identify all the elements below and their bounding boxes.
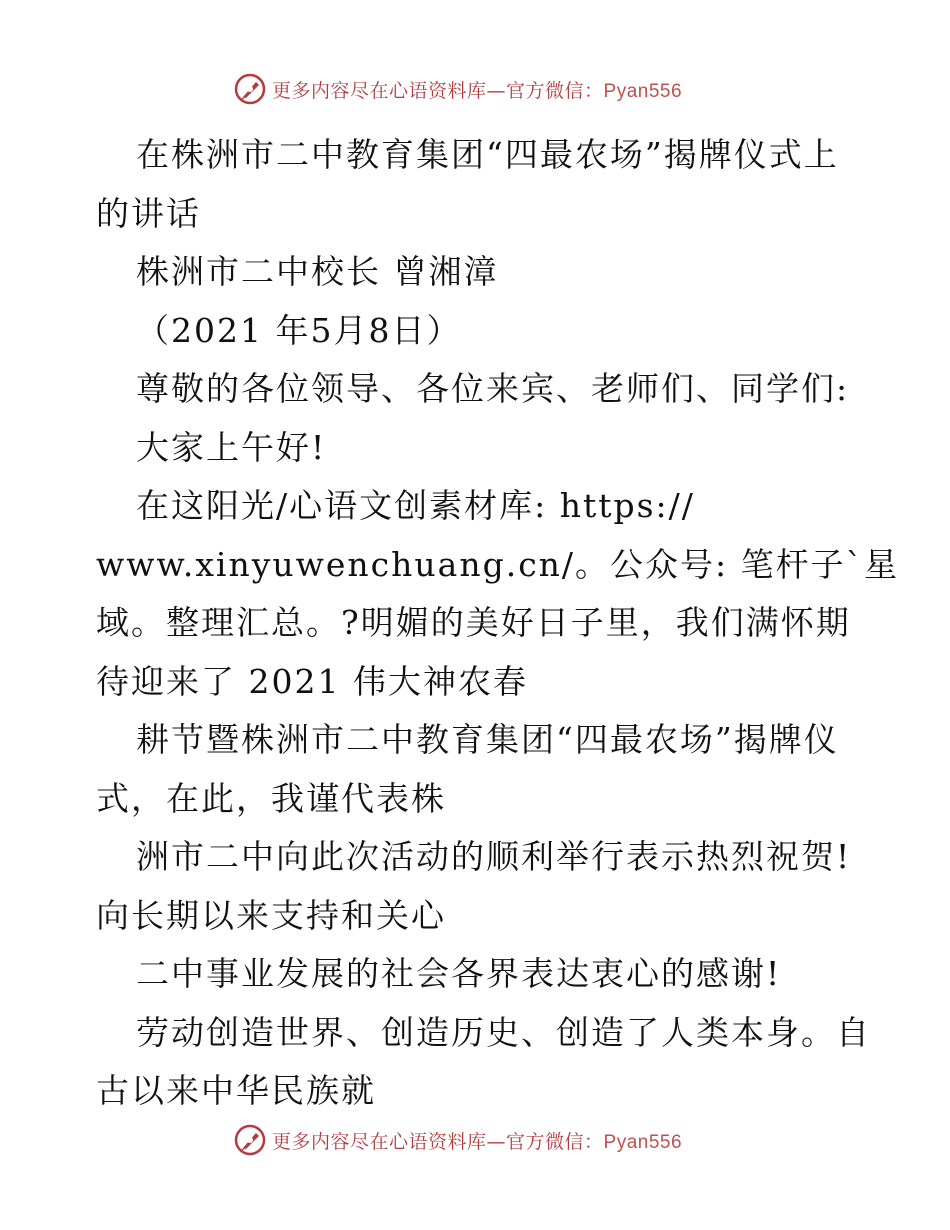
banner-wechat-id: Pyan556 [603,1131,683,1153]
document-line: 在这阳光/心语文创素材库: https:// [136,486,695,525]
banner-wechat-id: Pyan556 [603,80,683,102]
document-line: 古以来中华民族就 [96,1071,376,1110]
document-line: 洲市二中向此次活动的顺利举行表示热烈祝贺! [136,837,852,876]
document-line: 域。整理汇总。?明媚的美好日子里，我们满怀期 [96,603,851,642]
document-line: 待迎来了 2021 伟大神农春 [96,661,528,701]
document-line: 二中事业发展的社会各界表达衷心的感谢! [136,954,782,993]
banner-text [272,76,682,103]
document-line: 在株洲市二中教育集团“四最农场”揭牌仪式上 [136,135,839,174]
banner-site: 更多内容尽在心语资料库 [272,1130,487,1153]
document-body [96,126,900,1121]
banner-wechat-label: 官方微信： [506,79,604,102]
document-line: 式，在此，我谨代表株 [96,778,446,818]
banner-separator: — [486,79,507,102]
document-line: 大家上午好! [136,427,327,467]
document-line: 向长期以来支持和关心 [96,895,446,935]
document-line: 的讲话 [96,193,201,233]
banner-wechat-label: 官方微信： [506,1130,604,1153]
document-line: 株洲市二中校长 曾湘漳 [136,252,499,291]
footer-banner [234,1123,754,1157]
document-line: 劳动创造世界、创造历史、创造了人类本身。自 [136,1012,871,1052]
banner-separator: — [486,1130,507,1153]
quill-pen-logo-icon [234,1124,266,1156]
banner-text [272,1127,682,1154]
document-line: www.xinyuwenchuang.cn/。公众号: 笔杆子`星 [96,544,900,584]
header-banner [234,72,754,106]
banner-site: 更多内容尽在心语资料库 [272,79,487,102]
document-line: 尊敬的各位领导、各位来宾、老师们、同学们: [136,369,850,408]
quill-pen-logo-icon [234,73,266,105]
document-line: （2021 年5月8日） [136,310,462,350]
document-line: 耕节暨株洲市二中教育集团“四最农场”揭牌仪 [136,720,839,759]
